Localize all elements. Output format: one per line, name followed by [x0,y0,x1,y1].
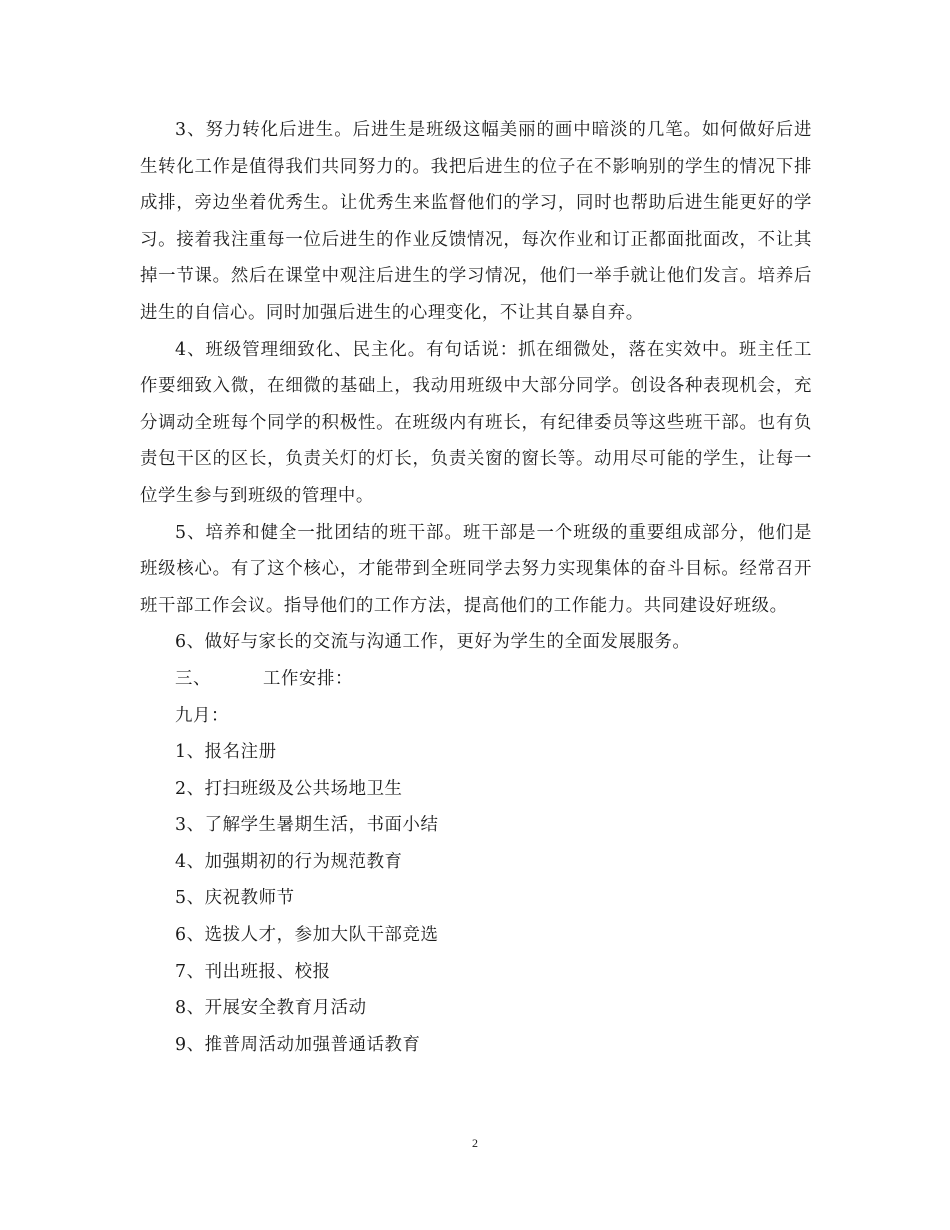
list-item: 7、刊出班报、校报 [175,961,331,982]
page-number: 2 [472,1136,478,1150]
list-item: 5、庆祝教师节 [175,888,295,909]
paragraph-class-cadres: 5、培养和健全一批团结的班干部。班干部是一个班级的重要组成部分，他们是班级核心。有了这个核心，才能带到全班同学去努力实现集体的奋斗目标。经常召开班干部工作会议。指导他们的工作方法，提高他们的工作能力。共同建设好班级。 [140,522,812,616]
section-heading-title: 工作安排： [262,668,353,689]
list-item: 1、报名注册 [175,742,277,763]
list-item: 8、开展安全教育月活动 [175,998,367,1019]
month-label: 九月： [175,705,229,726]
list-item: 3、了解学生暑期生活，书面小结 [175,815,439,836]
list-item: 9、推普周活动加强普通话教育 [175,1034,421,1055]
section-heading [140,661,812,698]
list-item: 2、打扫班级及公共场地卫生 [175,778,403,799]
paragraph-transform-struggling-students: 3、努力转化后进生。后进生是班级这幅美丽的画中暗淡的几笔。如何做好后进生转化工作是值得我们共同努力的。我把后进生的位子在不影响别的学生的情况下排成排，旁边坐着优秀生。让优秀生来监督他们的学习，同时也帮助后进生能更好的学习。接着我注重每一位后进生的作业反馈情况，每次作业和订正都面批面改，不让其掉一节课。然后在课堂中观注后进生的学习情况，他们一举手就让他们发言。培养后进生的自信心。同时加强后进生的心理变化，不让其自暴自弃。 [140,120,812,323]
list-item: 4、加强期初的行为规范教育 [175,851,403,872]
paragraph-parent-communication: 6、做好与家长的交流与沟通工作，更好为学生的全面发展服务。 [175,632,691,653]
section-heading-number: 三、 [175,668,211,689]
document-body [140,112,812,1063]
paragraph-class-management: 4、班级管理细致化、民主化。有句话说：抓在细微处，落在实效中。班主任工作要细致入微，在细微的基础上，我动用班级中大部分同学。创设各种表现机会，充分调动全班每个同学的积极性。在班级内有班长，有纪律委员等这些班干部。也有负责包干区的区长，负责关灯的灯长，负责关窗的窗长等。动用尽可能的学生，让每一位学生参与到班级的管理中。 [140,339,812,506]
list-item: 6、选拔人才，参加大队干部竞选 [175,925,439,946]
